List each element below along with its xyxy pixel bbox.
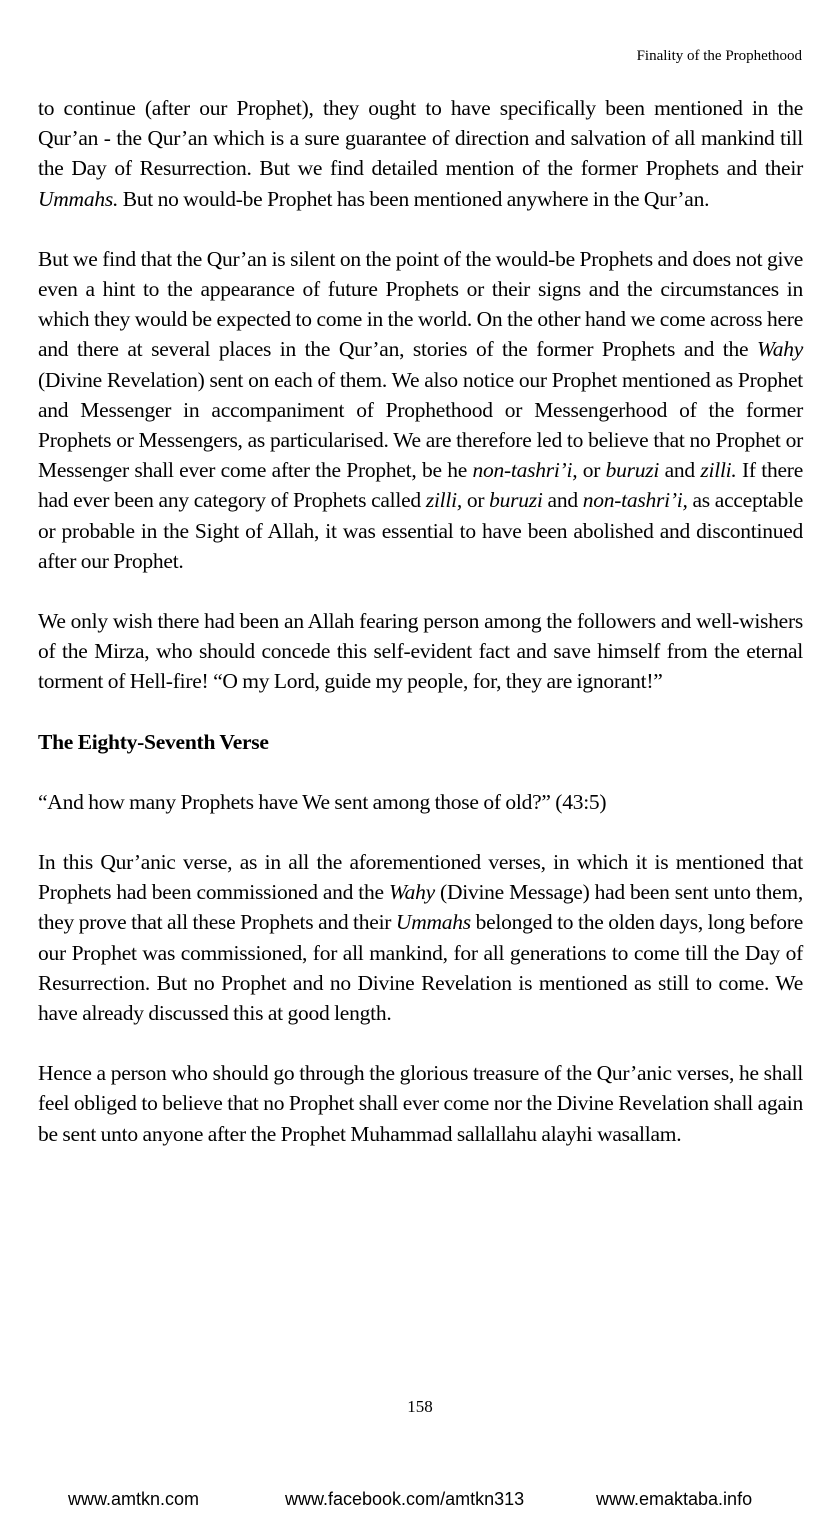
footer-link-facebook[interactable]: www.facebook.com/amtkn313 bbox=[285, 1489, 525, 1509]
paragraph-4: In this Qur’anic verse, as in all the aforementioned verses, in which it is mentioned that Prophets had been commissioned and the Wahy (Divine Message) had been sent unto them, they prove that all these Prophets and their Ummahs belonged to the olden days, long before our Prophet was commissioned, for all mankind, for all generations to come till the Day of Resurrection. But no Prophet and no Divine Revelation is mentioned as still to come. We have already discussed this at good length. bbox=[38, 850, 803, 1026]
verse-quote: “And how many Prophets have We sent among those of old?” (43:5) bbox=[38, 789, 607, 814]
footer-links bbox=[0, 1489, 840, 1513]
paragraph-1: to continue (after our Prophet), they ought to have specifically been mentioned in the Qur’an - the Qur’an which is a sure guarantee of direction and salvation of all mankind till the Day of Resurrection. But we find detailed mention of the former Prophets and their Ummahs. But no would-be Prophet has been mentioned anywhere in the Qur’an. bbox=[38, 96, 803, 211]
running-header: Finality of the Prophethood bbox=[636, 48, 802, 64]
section-heading: The Eighty-Seventh Verse bbox=[38, 729, 269, 754]
paragraph-3: We only wish there had been an Allah fearing person among the followers and well-wishers of the Mirza, who should concede this self-evident fact and save himself from the eternal torment of Hell-fire! “O my Lord, guide my people, for, they are ignorant!” bbox=[38, 609, 803, 694]
paragraph-5: Hence a person who should go through the glorious treasure of the Qur’anic verses, he shall feel obliged to believe that no Prophet shall ever come nor the Divine Revelation shall again be sent unto anyone after the Prophet Muhammad sallallahu alayhi wasallam. bbox=[38, 1061, 803, 1146]
paragraph-2: But we find that the Qur’an is silent on the point of the would-be Prophets and does not give even a hint to the appearance of future Prophets or their signs and the circumstances in which they would be expected to come in the world. On the other hand we come across here and there at several places in the Qur’an, stories of the former Prophets and the Wahy (Divine Revelation) sent on each of them. We also notice our Prophet mentioned as Prophet and Messenger in accompaniment of Prophethood or Messengerhood of the former Prophets or Messengers, as particularised. We are therefore led to believe that no Prophet or Messenger shall ever come after the Prophet, be he non-tashri’i, or buruzi and zilli. If there had ever been any category of Prophets called zilli, or buruzi and non-tashri’i, as acceptable or probable in the Sight of Allah, it was essential to have been abolished and discontinued after our Prophet. bbox=[38, 246, 803, 573]
footer-link-emaktaba[interactable]: www.emaktaba.info bbox=[596, 1489, 753, 1509]
page-number: 158 bbox=[407, 1397, 433, 1416]
page-body bbox=[38, 93, 803, 1179]
footer-link-amtkn[interactable]: www.amtkn.com bbox=[68, 1489, 200, 1509]
